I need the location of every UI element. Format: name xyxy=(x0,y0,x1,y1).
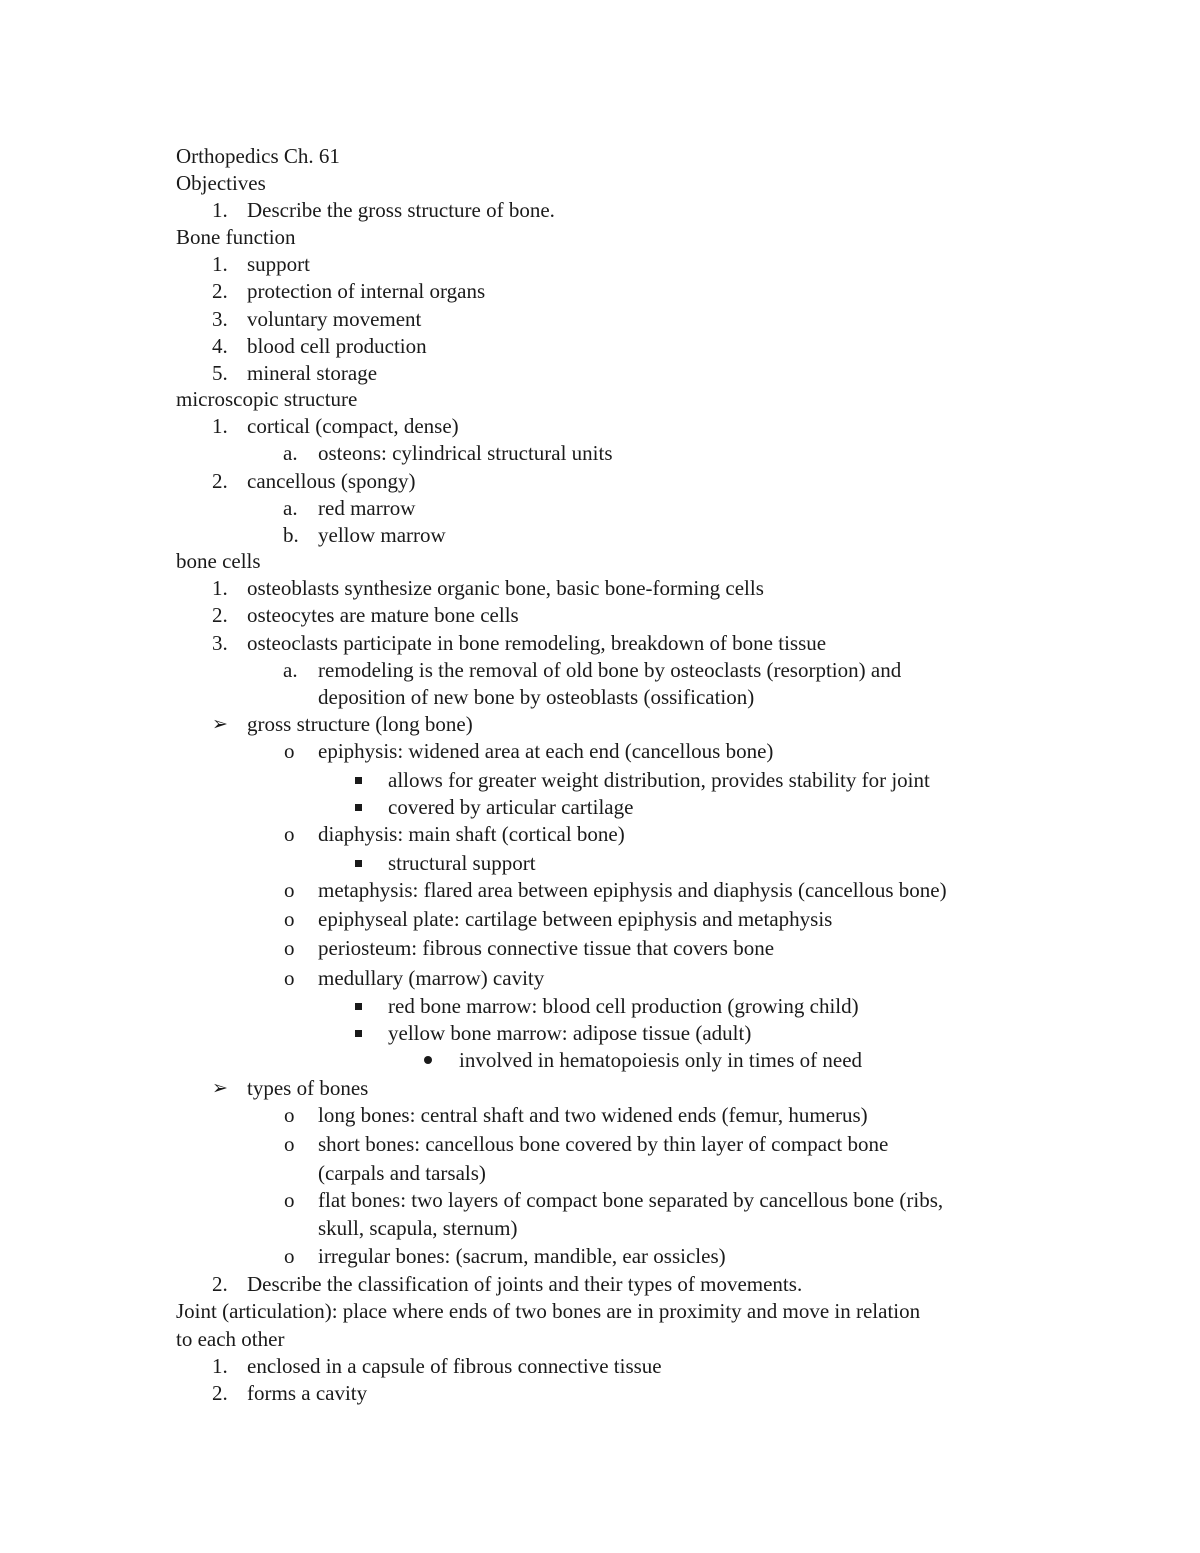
joint-definition-continuation xyxy=(176,1326,284,1352)
list-item-text: (carpals and tarsals) xyxy=(318,1161,486,1185)
list-item-text: osteoclasts participate in bone remodeling, breakdown of bone tissue xyxy=(247,631,827,655)
list-marker: 3. xyxy=(212,307,228,331)
list-marker: 2. xyxy=(212,469,228,493)
list-item-text: remodeling is the removal of old bone by osteoclasts (resorption) and xyxy=(318,658,902,682)
list-item-text: medullary (marrow) cavity xyxy=(318,966,545,990)
list-marker: 2. xyxy=(212,279,228,303)
list-item-text: red marrow xyxy=(318,496,416,520)
list-item-text: covered by articular cartilage xyxy=(388,795,634,819)
list-item-text: epiphysis: widened area at each end (cancellous bone) xyxy=(318,739,774,763)
list-item-text: gross structure (long bone) xyxy=(247,712,473,736)
list-marker: 1. xyxy=(212,414,228,438)
list-marker: 2. xyxy=(212,1381,228,1405)
list-marker: o xyxy=(284,822,295,846)
paragraph-text: to each other xyxy=(176,1327,285,1351)
list-item-text: yellow bone marrow: adipose tissue (adult) xyxy=(388,1021,752,1045)
list-item-text: types of bones xyxy=(247,1076,369,1100)
list-marker: 5. xyxy=(212,361,228,385)
list-item-text: short bones: cancellous bone covered by thin layer of compact bone xyxy=(318,1132,889,1156)
list-marker: o xyxy=(284,1244,295,1268)
list-marker: 2. xyxy=(212,1272,228,1296)
heading-text: Objectives xyxy=(176,171,266,195)
list-item-text: enclosed in a capsule of fibrous connective tissue xyxy=(247,1354,662,1378)
arrow-bullet-icon: ➢ xyxy=(212,1077,228,1099)
list-item-text: protection of internal organs xyxy=(247,279,486,303)
list-marker: 1. xyxy=(212,576,228,600)
list-item-text: diaphysis: main shaft (cortical bone) xyxy=(318,822,625,846)
list-marker: o xyxy=(284,1132,295,1156)
list-item-text: mineral storage xyxy=(247,361,378,385)
list-marker: o xyxy=(284,936,295,960)
list-marker: o xyxy=(284,739,295,763)
list-marker: o xyxy=(284,1103,295,1127)
list-item-text: cortical (compact, dense) xyxy=(247,414,459,438)
list-item-text: irregular bones: (sacrum, mandible, ear ossicles) xyxy=(318,1244,726,1268)
list-item-text: periosteum: fibrous connective tissue that covers bone xyxy=(318,936,775,960)
list-item-text: blood cell production xyxy=(247,334,427,358)
list-marker: a. xyxy=(283,658,298,682)
document-title xyxy=(176,143,340,169)
joint-definition xyxy=(176,1298,920,1324)
list-item-text: involved in hematopoiesis only in times of need xyxy=(459,1048,863,1072)
bone-function-heading xyxy=(176,224,296,250)
list-item-text: osteons: cylindrical structural units xyxy=(318,441,613,465)
arrow-bullet-icon: ➢ xyxy=(212,713,228,735)
objectives-heading xyxy=(176,170,266,196)
list-marker: a. xyxy=(283,496,298,520)
list-marker: 1. xyxy=(212,252,228,276)
list-item-text: long bones: central shaft and two widened ends (femur, humerus) xyxy=(318,1103,868,1127)
list-item-text: flat bones: two layers of compact bone separated by cancellous bone (ribs, xyxy=(318,1188,944,1212)
paragraph-text: Joint (articulation): place where ends of two bones are in proximity and move in relation xyxy=(176,1299,921,1323)
list-marker: o xyxy=(284,966,295,990)
list-item-text: epiphyseal plate: cartilage between epiphysis and metaphysis xyxy=(318,907,833,931)
list-item-text: Describe the classification of joints and their types of movements. xyxy=(247,1272,803,1296)
list-item-text: yellow marrow xyxy=(318,523,446,547)
heading-text: Bone function xyxy=(176,225,296,249)
square-bullet-icon xyxy=(355,777,362,784)
square-bullet-icon xyxy=(355,804,362,811)
list-item-text: Describe the gross structure of bone. xyxy=(247,198,555,222)
list-marker: 2. xyxy=(212,603,228,627)
list-marker: 3. xyxy=(212,631,228,655)
square-bullet-icon xyxy=(355,1030,362,1037)
dot-bullet-icon xyxy=(424,1056,432,1064)
list-item-text: osteocytes are mature bone cells xyxy=(247,603,519,627)
square-bullet-icon xyxy=(355,1003,362,1010)
list-item-text: allows for greater weight distribution, provides stability for joint xyxy=(388,768,930,792)
list-marker: b. xyxy=(283,523,299,547)
list-item-text: metaphysis: flared area between epiphysis and diaphysis (cancellous bone) xyxy=(318,878,947,902)
list-item-text: structural support xyxy=(388,851,536,875)
list-item-text: support xyxy=(247,252,310,276)
list-item-text: voluntary movement xyxy=(247,307,422,331)
list-marker: 1. xyxy=(212,198,228,222)
list-marker: a. xyxy=(283,441,298,465)
bone-cells-heading xyxy=(176,548,261,574)
list-item-text: deposition of new bone by osteoblasts (ossification) xyxy=(318,685,755,709)
heading-text: microscopic structure xyxy=(176,387,358,411)
list-item-text: red bone marrow: blood cell production (growing child) xyxy=(388,994,859,1018)
heading-text: bone cells xyxy=(176,549,261,573)
list-marker: 4. xyxy=(212,334,228,358)
list-marker: o xyxy=(284,907,295,931)
list-item-text: forms a cavity xyxy=(247,1381,368,1405)
list-marker: o xyxy=(284,878,295,902)
list-item-text: osteoblasts synthesize organic bone, basic bone-forming cells xyxy=(247,576,764,600)
list-item-text: skull, scapula, sternum) xyxy=(318,1216,518,1240)
list-item-text: cancellous (spongy) xyxy=(247,469,416,493)
microscopic-structure-heading xyxy=(176,386,357,412)
square-bullet-icon xyxy=(355,860,362,867)
list-marker: o xyxy=(284,1188,295,1212)
title-text: Orthopedics Ch. 61 xyxy=(176,144,340,168)
list-marker: 1. xyxy=(212,1354,228,1378)
